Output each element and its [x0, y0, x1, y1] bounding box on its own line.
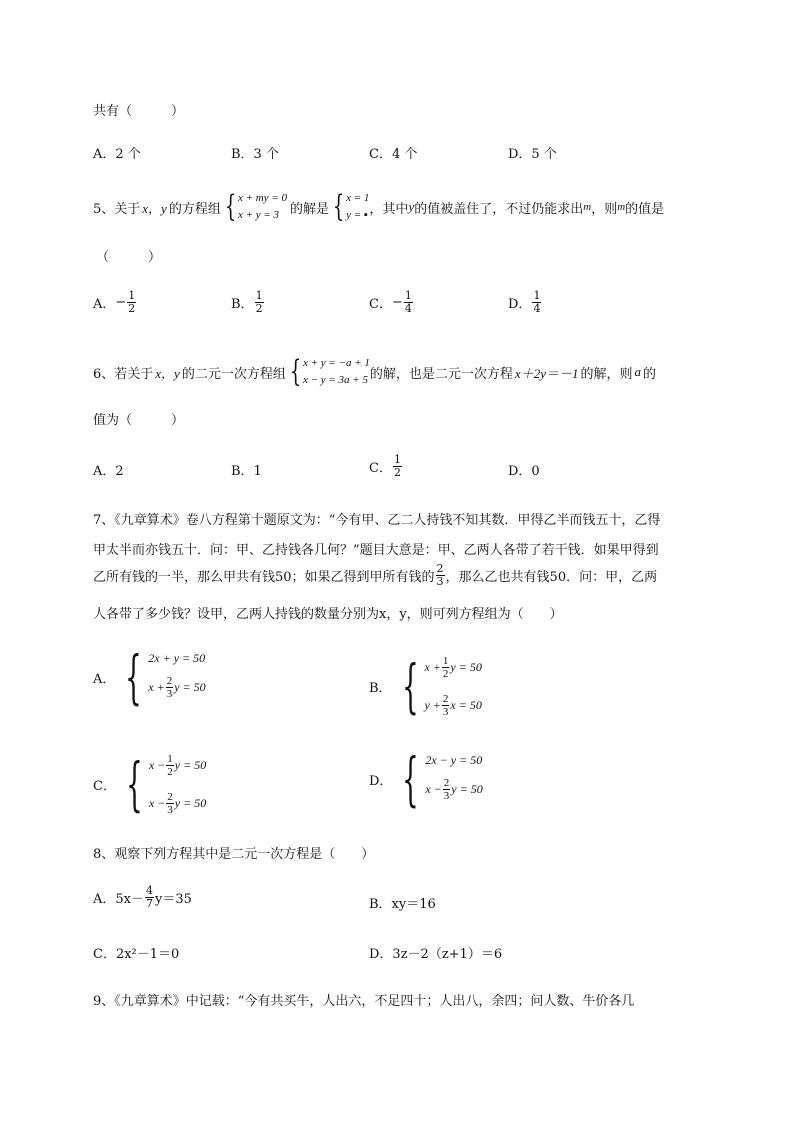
q5-stem: 5、关于 x，y 的方程组 { x + my = 0 x + y = 3 的解是 { x = 1 y = ▪ ，其中 y 的值被盖住了，不过仍能求出 m ，则 m 的值是 [93, 189, 665, 224]
q8-option-a: A．5x－ $\frac{4}{7}$ y＝35 [93, 884, 192, 910]
q4-tail: 共有（ ） [93, 104, 185, 119]
q6-option-d: D．0 [508, 464, 540, 479]
q8-option-d: D．3z－2（z+1）＝6 [369, 947, 503, 962]
q4-option-a: A．2 个 [93, 147, 141, 162]
q4-option-d: D．5 个 [508, 147, 557, 162]
q5-option-d: D． $\frac{1}{4}$ [508, 289, 541, 315]
q7-line1: 7、《九章算术》卷八方程第十题原文为：“今有甲、乙二人持钱不知其数．甲得乙半而钱五十，乙得 [93, 513, 661, 528]
q6-equation-system: { x + y = −a + 1 x − y = 3a + 5 [289, 354, 370, 389]
q5-option-c: C． − $\frac{1}{4}$ [369, 289, 412, 315]
q6-line2: 值为（ ） [93, 413, 185, 428]
q4-option-b: B．3 个 [231, 147, 279, 162]
q5-equation-system: { x + my = 0 x + y = 3 [224, 189, 287, 224]
q5-solution-system: { x = 1 y = ▪ [332, 189, 370, 224]
q7-option-d: D． { 2x − y = 50 x − $\frac{2}{3}$ y = 50 [369, 745, 483, 813]
q5-option-a: A． − $\frac{1}{2}$ [93, 289, 136, 315]
q8-option-c: C．2x²－1＝0 [93, 947, 180, 962]
q7-line4: 人各带了多少钱？设甲，乙两人持钱的数量分别为x，y，则可列方程组为（ ） [93, 607, 563, 622]
q6-option-c: C． $\frac{1}{2}$ [369, 453, 401, 479]
q8-stem: 8、观察下列方程其中是二元一次方程是（ ） [93, 847, 375, 862]
q7-option-b: B． { x + $\frac{1}{2}$ y = 50 y + $\frac{2}{3}$ x = 50 [369, 652, 482, 720]
q7-line3: 乙所有钱的一半，那么甲共有钱50；如果乙得到甲所有钱的 $\frac{2}{3}$ ，那么乙也共有钱50．问：甲，乙两 [93, 562, 658, 588]
q5-option-b: B． $\frac{1}{2}$ [231, 289, 263, 315]
q7-option-c: C． { x − $\frac{1}{2}$ y = 50 x − $\frac{2}{3}$ y = 50 [93, 750, 207, 818]
q6-stem: 6、若关于 x，y 的二元一次方程组 { x + y = −a + 1 x − y = 3a + 5 的解，也是二元一次方程 x＋2y＝－1 的解，则 a 的 [93, 354, 656, 389]
q6-option-a: A．2 [93, 464, 124, 479]
q7-option-a: A． { 2x + y = 50 x + $\frac{2}{3}$ y = 50 [93, 643, 206, 711]
q7-line2: 甲太半而亦钱五十．问：甲、乙持钱各几何？”题目大意是：甲、乙两人各带了若干钱．如果甲得到 [93, 543, 659, 558]
q4-option-c: C．4 个 [369, 147, 418, 162]
q6-option-b: B．1 [231, 464, 262, 479]
q8-option-b: B．xy＝16 [369, 897, 436, 912]
q9-line1: 9、《九章算术》中记载：“今有共买牛，人出六，不足四十；人出八，余四；问人数、牛价各几 [93, 994, 635, 1009]
q5-answer-blank: （ ） [96, 250, 162, 265]
